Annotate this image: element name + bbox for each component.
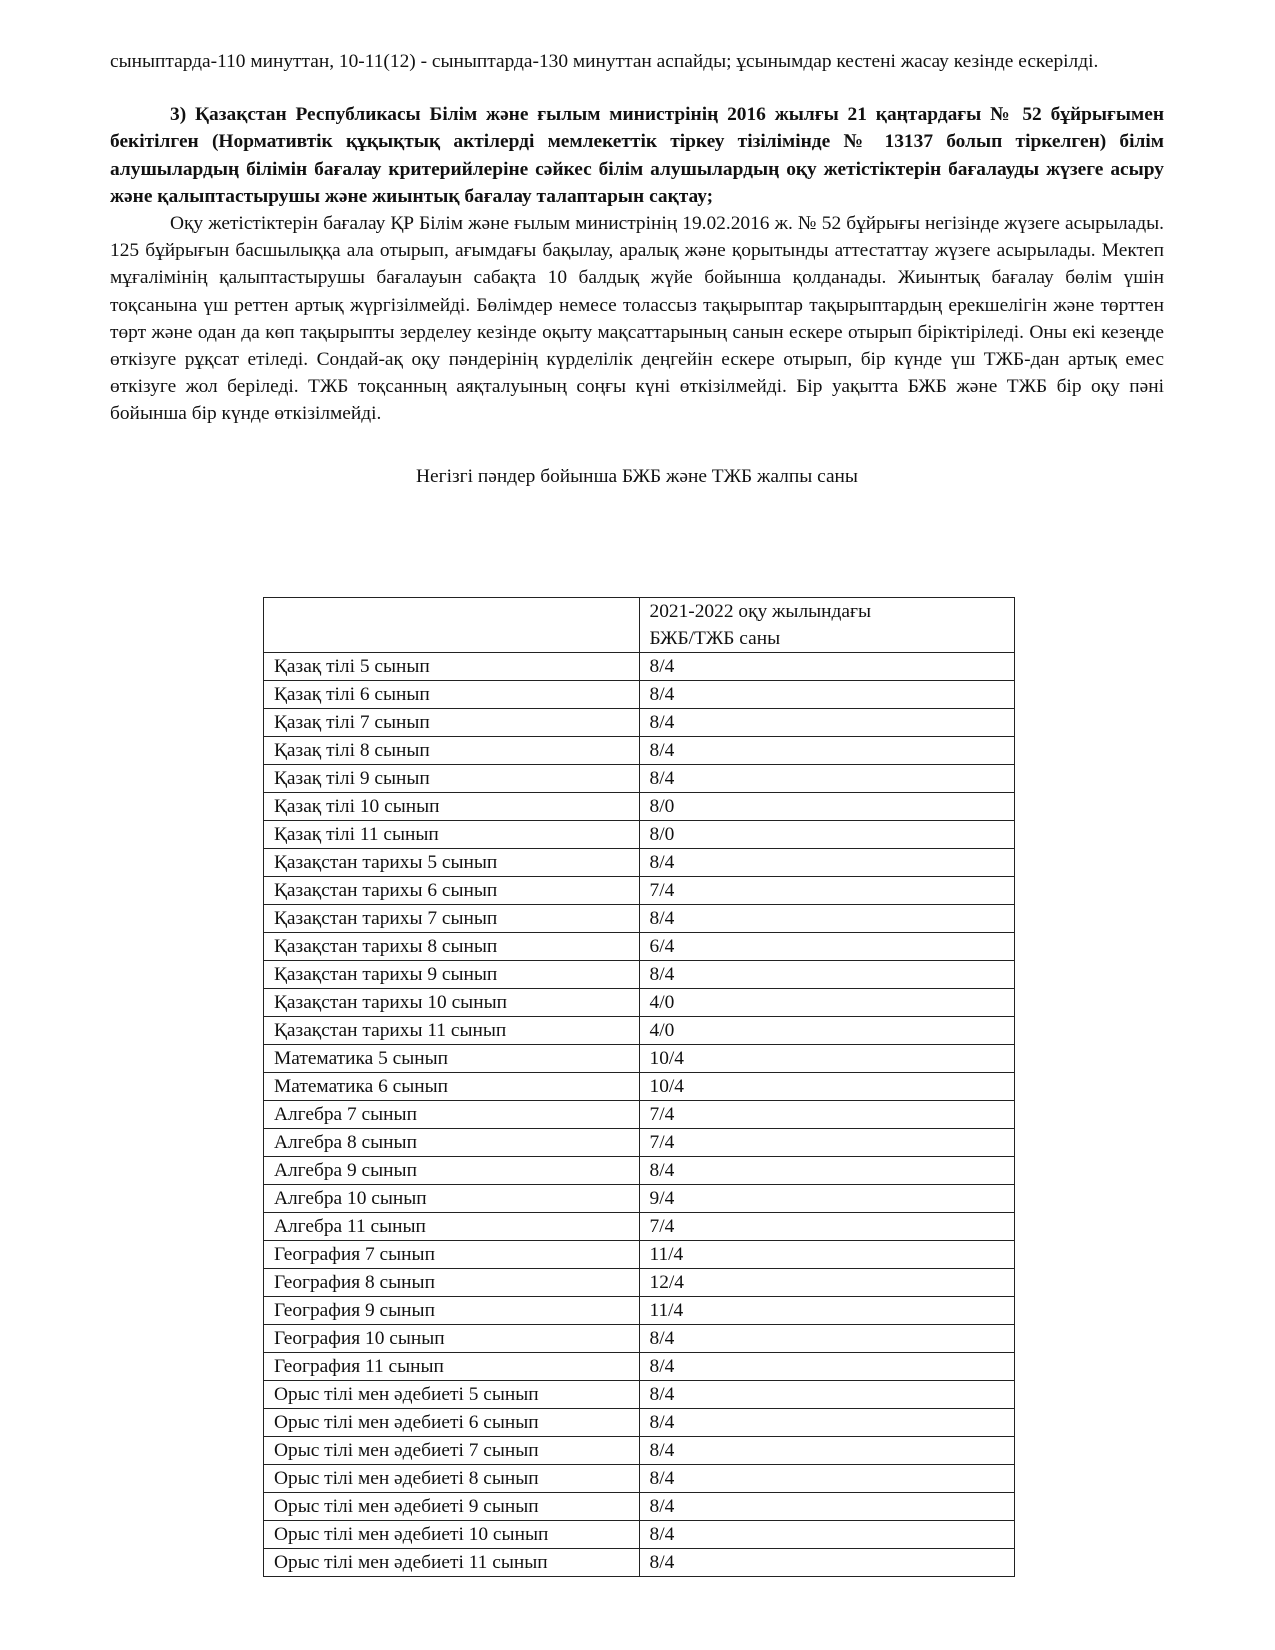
table-row [264, 1073, 1015, 1101]
cell-subject: Орыс тілі мен әдебиеті 10 сынып [264, 1521, 640, 1549]
cell-count: 8/0 [639, 821, 1015, 849]
table-row [264, 1017, 1015, 1045]
cell-subject: Алгебра 9 сынып [264, 1157, 640, 1185]
cell-count: 10/4 [639, 1045, 1015, 1073]
cell-count: 8/4 [639, 681, 1015, 709]
cell-count: 10/4 [639, 1073, 1015, 1101]
cell-subject: Алгебра 10 сынып [264, 1185, 640, 1213]
cell-subject: Қазақ тілі 5 сынып [264, 653, 640, 681]
table-row [264, 1157, 1015, 1185]
table-row [264, 1549, 1015, 1577]
cell-count: 8/4 [639, 1157, 1015, 1185]
cell-subject: Қазақстан тарихы 5 сынып [264, 849, 640, 877]
cell-count: 8/4 [639, 1465, 1015, 1493]
header-count-line2: БЖБ/ТЖБ саны [649, 628, 781, 649]
document-page [110, 48, 1164, 488]
cell-count: 8/4 [639, 1437, 1015, 1465]
table-row [264, 1465, 1015, 1493]
cell-count: 8/4 [639, 905, 1015, 933]
cell-subject: География 9 сынып [264, 1297, 640, 1325]
table-row [264, 933, 1015, 961]
cell-subject: Қазақ тілі 10 сынып [264, 793, 640, 821]
table-row [264, 1045, 1015, 1073]
table-row [264, 681, 1015, 709]
cell-subject: Қазақстан тарихы 6 сынып [264, 877, 640, 905]
table-row [264, 905, 1015, 933]
table-row [264, 961, 1015, 989]
table-row [264, 1129, 1015, 1157]
cell-count: 8/4 [639, 1353, 1015, 1381]
table-row [264, 1493, 1015, 1521]
cell-subject: Математика 5 сынып [264, 1045, 640, 1073]
cell-count: 7/4 [639, 1101, 1015, 1129]
cell-subject: Қазақ тілі 8 сынып [264, 737, 640, 765]
table-row [264, 877, 1015, 905]
cell-subject: Қазақстан тарихы 9 сынып [264, 961, 640, 989]
cell-subject: Қазақ тілі 6 сынып [264, 681, 640, 709]
cell-subject: Қазақ тілі 7 сынып [264, 709, 640, 737]
table-row [264, 1269, 1015, 1297]
table-row [264, 1381, 1015, 1409]
cell-count: 4/0 [639, 1017, 1015, 1045]
table-row [264, 765, 1015, 793]
cell-subject: Қазақстан тарихы 11 сынып [264, 1017, 640, 1045]
table-row [264, 793, 1015, 821]
table-row [264, 1185, 1015, 1213]
assessment-count-table [263, 597, 1015, 1577]
cell-subject: Орыс тілі мен әдебиеті 6 сынып [264, 1409, 640, 1437]
cell-count: 7/4 [639, 877, 1015, 905]
cell-count: 8/4 [639, 709, 1015, 737]
cell-subject: Қазақстан тарихы 8 сынып [264, 933, 640, 961]
cell-count: 8/4 [639, 961, 1015, 989]
cell-count: 8/0 [639, 793, 1015, 821]
cell-subject: Қазақстан тарихы 7 сынып [264, 905, 640, 933]
table-caption: Негізгі пәндер бойынша БЖБ және ТЖБ жалпы саны [416, 465, 858, 487]
cell-subject: Қазақ тілі 11 сынып [264, 821, 640, 849]
cell-count: 8/4 [639, 653, 1015, 681]
table-row [264, 653, 1015, 681]
table-header-row [264, 598, 1015, 653]
cell-subject: Орыс тілі мен әдебиеті 9 сынып [264, 1493, 640, 1521]
cell-count: 7/4 [639, 1129, 1015, 1157]
cell-subject: География 11 сынып [264, 1353, 640, 1381]
table-row [264, 989, 1015, 1017]
cell-subject: Алгебра 8 сынып [264, 1129, 640, 1157]
cell-count: 8/4 [639, 849, 1015, 877]
table-row [264, 1437, 1015, 1465]
cell-count: 8/4 [639, 1409, 1015, 1437]
header-cell-count [639, 598, 1015, 653]
cell-count: 8/4 [639, 1325, 1015, 1353]
cell-subject: Қазақ тілі 9 сынып [264, 765, 640, 793]
table-row [264, 849, 1015, 877]
table-row [264, 737, 1015, 765]
table-body [264, 598, 1015, 1577]
cell-count: 4/0 [639, 989, 1015, 1017]
cell-count: 8/4 [639, 1521, 1015, 1549]
paragraph-assessment-body: Оқу жетістіктерін бағалау ҚР Білім және ғылым министрінің 19.02.2016 ж. № 52 бұйрығы негізінде жүзеге асырылады. 125 бұйрығын басшылыққа ала отырып, ағымдағы бақылау, аралық және қорытынды аттестаттау жүзеге асырылады. Мектеп мұғалімінің қалыптастырушы бағалауын сабақта 10 балдық жүйе бойынша қолданады. Жиынтық бағалау бөлім үшін тоқсанына үш реттен артық жүргізілмейді. Бөлімдер немесе толассыз тақырыптар тақырыптардың ерекшелігін және төрттен төрт және одан да көп тақырыпты зерделеу кезінде оқыту мақсаттарының санын ескере отырып біріктіріледі. Оны екі кезеңде өткізуге рұқсат етіледі. Сондай-ақ оқу пәндерінің күрделілік деңгейін ескере отырып, бір күнде үш ТЖБ-дан артық емес өткізуге жол беріледі. ТЖБ тоқсанның аяқталуының соңғы күні өткізілмейді. Бір уақытта БЖБ және ТЖБ бір оқу пәні бойынша бір күнде өткізілмейді. [110, 213, 1164, 425]
cell-count: 8/4 [639, 1493, 1015, 1521]
cell-count: 6/4 [639, 933, 1015, 961]
table-row [264, 1297, 1015, 1325]
cell-subject: Алгебра 11 сынып [264, 1213, 640, 1241]
cell-subject: География 8 сынып [264, 1269, 640, 1297]
header-count-line1: 2021-2022 оқу жылындағы [649, 601, 871, 622]
cell-count: 8/4 [639, 1549, 1015, 1577]
cell-subject: География 7 сынып [264, 1241, 640, 1269]
cell-count: 12/4 [639, 1269, 1015, 1297]
table-row [264, 821, 1015, 849]
cell-subject: Орыс тілі мен әдебиеті 5 сынып [264, 1381, 640, 1409]
paragraph-continuation: сыныптарда-110 минуттан, 10-11(12) - сыныптарда-130 минуттан аспайды; ұсынымдар кестені жасау кезінде ескерілді. [110, 51, 1099, 72]
table-row [264, 1521, 1015, 1549]
cell-count: 9/4 [639, 1185, 1015, 1213]
table-row [264, 1213, 1015, 1241]
cell-subject: Математика 6 сынып [264, 1073, 640, 1101]
table-row [264, 709, 1015, 737]
cell-subject: География 10 сынып [264, 1325, 640, 1353]
paragraph-item-3-heading: 3) Қазақстан Республикасы Білім және ғылым министрінің 2016 жылғы 21 қаңтардағы № 52 бұйрығымен бекітілген (Нормативтік құқықтық актілерді мемлекеттік тіркеу тізілімінде № 13137 болып тіркелген) білім алушылардың білімін бағалау критерийлеріне сәйкес білім алушылардың оқу жетістіктерін бағалауды жүзеге асыру және қалыптастырушы және жиынтық бағалау талаптарын сақтау; [110, 104, 1164, 207]
table-row [264, 1101, 1015, 1129]
table-row [264, 1241, 1015, 1269]
cell-count: 8/4 [639, 737, 1015, 765]
table-row [264, 1353, 1015, 1381]
cell-subject: Алгебра 7 сынып [264, 1101, 640, 1129]
cell-subject: Орыс тілі мен әдебиеті 8 сынып [264, 1465, 640, 1493]
cell-subject: Қазақстан тарихы 10 сынып [264, 989, 640, 1017]
table-row [264, 1409, 1015, 1437]
cell-count: 11/4 [639, 1297, 1015, 1325]
header-cell-subject [264, 598, 640, 653]
cell-count: 7/4 [639, 1213, 1015, 1241]
table-row [264, 1325, 1015, 1353]
cell-subject: Орыс тілі мен әдебиеті 11 сынып [264, 1549, 640, 1577]
cell-count: 8/4 [639, 1381, 1015, 1409]
cell-subject: Орыс тілі мен әдебиеті 7 сынып [264, 1437, 640, 1465]
cell-count: 11/4 [639, 1241, 1015, 1269]
cell-count: 8/4 [639, 765, 1015, 793]
